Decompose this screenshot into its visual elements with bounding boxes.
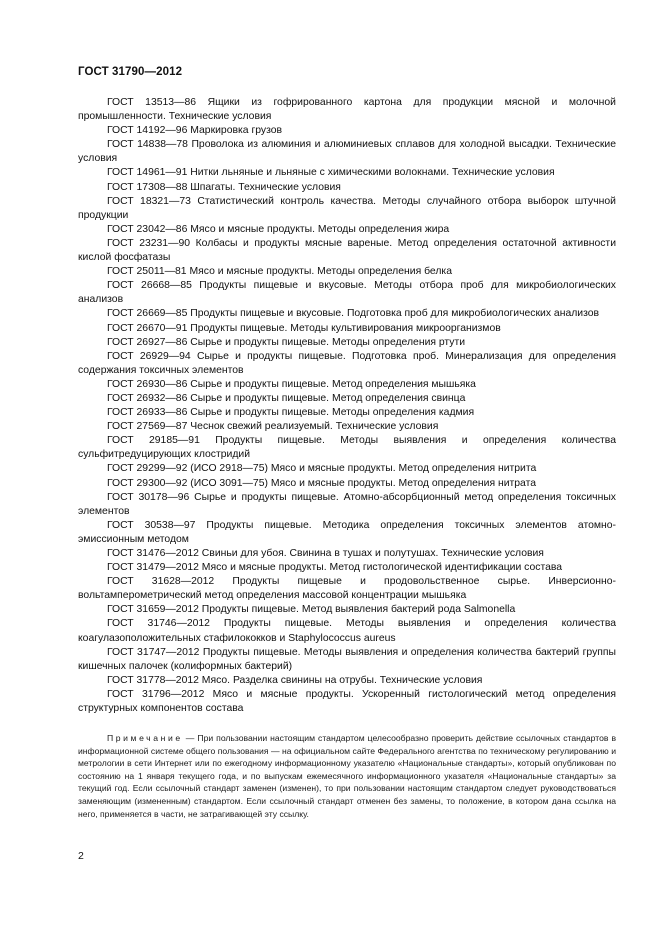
reference-item: ГОСТ 30538—97 Продукты пищевые. Методика определения токсичных элементов атомно-эмиссионным методом: [78, 519, 616, 545]
note-label: Примечание: [107, 733, 183, 743]
reference-item: ГОСТ 17308—88 Шпагаты. Технические условия: [107, 181, 341, 193]
reference-item: ГОСТ 31659—2012 Продукты пищевые. Метод выявления бактерий рода Salmonella: [107, 604, 516, 616]
reference-item: ГОСТ 31476—2012 Свиньи для убоя. Свинина в тушах и полутушах. Технические условия: [107, 548, 544, 559]
note-paragraph: [78, 732, 616, 820]
normative-references-list: [78, 96, 616, 716]
reference-item: ГОСТ 31778—2012 Мясо. Разделка свинины на отрубы. Технические условия: [107, 674, 483, 686]
reference-item: ГОСТ 31628—2012 Продукты пищевые и продовольственное сырье. Инверсионно-вольтамперометрический метод определения массовой концентрации мышьяка: [78, 576, 616, 602]
reference-item: ГОСТ 30178—96 Сырье и продукты пищевые. Атомно-абсорбционный метод определения токсичных элементов: [78, 491, 616, 517]
reference-item: ГОСТ 25011—81 Мясо и мясные продукты. Методы определения белка: [107, 266, 452, 278]
reference-item: ГОСТ 18321—73 Статистический контроль качества. Методы случайного отбора выборок штучной продукции: [78, 195, 616, 221]
reference-item: ГОСТ 14192—96 Маркировка грузов: [107, 125, 283, 137]
reference-item: ГОСТ 26930—86 Сырье и продукты пищевые. Метод определения мышьяка: [107, 378, 476, 390]
reference-item: ГОСТ 31746—2012 Продукты пищевые. Методы выявления и определения количества коагулазоположительных стафилококков и Staphylococcus aureus: [78, 618, 616, 644]
reference-item: ГОСТ 26929—94 Сырье и продукты пищевые. Подготовка проб. Минерализация для определения содержания токсичных элементов: [78, 350, 616, 376]
page-number: 2: [78, 850, 84, 862]
reference-item: ГОСТ 14838—78 Проволока из алюминия и алюминиевых сплавов для холодной высадки. Технические условия: [78, 139, 616, 165]
note-text: — При пользовании настоящим стандартом целесообразно проверить действие ссылочных стандартов в информационной системе общего пользования — на официальном сайте Федерального агентства по техническому регулированию и метрологии в сети Интернет или по ежегодному информационному указателю «Национальные стандарты», который опубликован по состоянию на 1 января текущего года, и по выпускам ежемесячного информационного указателя «Национальные стандарты» за текущий год. Если ссылочный стандарт заменен (изменен), то при пользовании настоящим стандартом следует руководствоваться заменяющим (измененным) стандартом. Если ссылочный стандарт отменен без замены, то положение, в котором дана ссылка на него, применяется в части, не затрагивающей эту ссылку.: [78, 733, 617, 819]
reference-item: ГОСТ 26933—86 Сырье и продукты пищевые. Методы определения кадмия: [107, 407, 475, 419]
reference-item: ГОСТ 14961—91 Нитки льняные и льняные с химическими волокнами. Технические условия: [107, 167, 555, 179]
reference-item: ГОСТ 31479—2012 Мясо и мясные продукты. Метод гистологической идентификации состава: [107, 562, 563, 574]
reference-item: ГОСТ 26932—86 Сырье и продукты пищевые. Метод определения свинца: [107, 392, 466, 404]
reference-item: ГОСТ 23231—90 Колбасы и продукты мясные вареные. Метод определения остаточной активности кислой фосфатазы: [78, 237, 616, 264]
document-header-title: ГОСТ 31790—2012: [78, 66, 183, 78]
reference-item: ГОСТ 31747—2012 Продукты пищевые. Методы выявления и определения количества бактерий группы кишечных палочек (колиформных бактерий): [78, 646, 616, 672]
reference-item: ГОСТ 26668—85 Продукты пищевые и вкусовые. Методы отбора проб для микробиологических анализов: [78, 280, 616, 306]
reference-item: ГОСТ 31796—2012 Мясо и мясные продукты. Ускоренный гистологический метод определения структурных компонентов состава: [78, 688, 616, 715]
reference-item: ГОСТ 27569—87 Чеснок свежий реализуемый. Технические условия: [107, 421, 439, 433]
reference-item: ГОСТ 29300—92 (ИСО 3091—75) Мясо и мясные продукты. Метод определения нитрата: [107, 477, 537, 489]
reference-item: ГОСТ 29299—92 (ИСО 2918—75) Мясо и мясные продукты. Метод определения нитрита: [107, 463, 537, 475]
reference-item: ГОСТ 26927—86 Сырье и продукты пищевые. Методы определения ртути: [107, 336, 466, 348]
reference-item: ГОСТ 13513—86 Ящики из гофрированного картона для продукции мясной и молочной промышленности. Технические условия: [78, 97, 616, 123]
reference-item: ГОСТ 26669—85 Продукты пищевые и вкусовые. Подготовка проб для микробиологических анализов: [107, 308, 600, 320]
reference-item: ГОСТ 26670—91 Продукты пищевые. Методы культивирования микроорганизмов: [107, 322, 501, 334]
reference-item: ГОСТ 29185—91 Продукты пищевые. Методы выявления и определения количества сульфитредуцирующих клостридий: [78, 435, 616, 461]
reference-item: ГОСТ 23042—86 Мясо и мясные продукты. Методы определения жира: [107, 223, 450, 235]
